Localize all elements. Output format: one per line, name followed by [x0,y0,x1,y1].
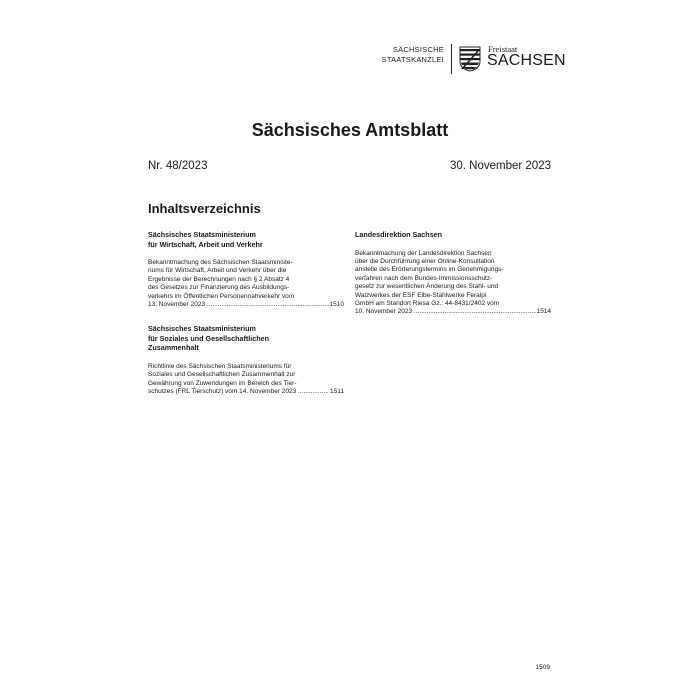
sachsen-label: SACHSEN [487,52,566,69]
toc-entry [148,230,344,309]
toc-entry-text: Richtlinie des Sächsischen Staatsministeriums für Soziales und Gesellschaftlichen Zusammenhalt zur Gewährung von Zuwendungen im Bereich des Tier- 1511 schutzes (FRL Tierschutz) vom 14. November 2023 ..... [148,363,344,397]
freistaat-label: Freistaat [488,44,518,54]
toc-entry [148,324,344,396]
toc-entry-heading: Sächsisches Staatsministerium für Soziales und Gesellschaftlichen Zusammenhalt [148,324,270,353]
kanzlei-line-2: STAATSKANZLEI [381,54,444,64]
toc-entry [355,230,551,317]
issue-number: Nr. 48/2023 [148,160,208,172]
toc-entry-text: Bekanntmachung der Landesdirektion Sachsen über die Durchführung einer Online-Konsultation anstelle des Erörterungstermins im Genehmigungs- verfahren nach dem Bundes-Immissionsschutz- gesetz zur wesentlichen Änderung des Stahl- und Walzwerkes der ESF Elbe-Stahlwerke Feralpi GmbH am Standort Riesa Gz.: 44-8431/2402 vom 1514 10. November 2023 ..... [355,250,551,317]
saxony-coat-of-arms-icon [459,46,481,72]
toc-entry-last-line: 10. November 2023 ..... [355,308,536,316]
document-title: Sächsisches Amtsblatt [251,120,449,140]
issue-date: 30. November 2023 [449,160,551,172]
toc-entry-last-line: 13. November 2023 ..... [148,301,329,309]
toc-left-column [148,230,344,397]
header-divider [451,44,452,74]
toc-heading: Inhaltsverzeichnis [148,201,261,216]
toc-entry-text: Bekanntmachung des Sächsischen Staatsministe- riums für Wirtschaft, Arbeit und Verkehr über die Ergebnisse der Berechnungen nach § 2 Absatz 4 des Gesetzes zur Finanzierung des Ausbildungs- verkehrs im Öffentlichen Personennahverkehr vom 1510 13. November 2023 ..... [148,259,344,309]
toc-page-number[interactable]: 1510 [329,301,344,309]
page-header [0,44,700,76]
toc-page-number[interactable]: 1511 [330,388,344,396]
toc-page-number[interactable]: 1514 [536,308,551,316]
toc-entry-heading: Landesdirektion Sachsen [355,230,443,239]
toc-right-column [355,230,551,317]
page-number: 1509 [535,664,550,671]
toc-entry-last-line: schutzes (FRL Tierschutz) vom 14. November 2023 ..... [148,388,329,396]
toc-entry-heading: Sächsisches Staatsministerium für Wirtschaft, Arbeit und Verkehr [148,230,263,249]
kanzlei-line-1: SÄCHSISCHE [392,45,444,54]
staatskanzlei-logo-text [382,45,444,65]
